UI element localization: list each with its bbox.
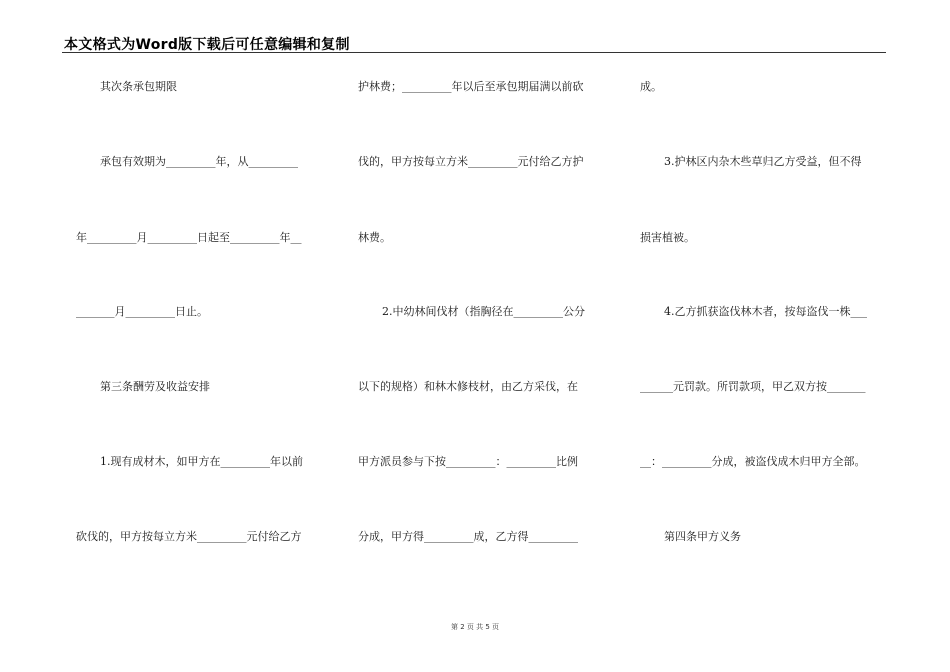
- header-divider: [62, 52, 886, 53]
- text-line: __：_________分成，被盗伐成木归甲方全部。: [640, 455, 866, 468]
- text-line: 3.护林区内杂木些草归乙方受益，但不得: [664, 155, 862, 168]
- header-title: 本文格式为Word版下载后可任意编辑和复制: [64, 37, 350, 53]
- text-line: 承包有效期为_________年，从_________: [100, 155, 298, 168]
- text-line: 伐的，甲方按每立方米_________元付给乙方护: [358, 155, 584, 168]
- text-line: 甲方派员参与下按_________：_________比例: [358, 455, 578, 468]
- text-line: 2.中幼林间伐材（指胸径在_________公分: [382, 305, 585, 318]
- text-line: 4.乙方抓获盗伐林木者，按每盗伐一株___: [664, 305, 867, 318]
- text-line: 成。: [640, 80, 662, 93]
- text-line: 分成，甲方得_________成，乙方得_________: [358, 530, 578, 543]
- text-line: 护林费；_________年以后至承包期届满以前砍: [358, 80, 584, 93]
- text-line: 以下的规格）和林木修枝材，由乙方采伐，在: [358, 380, 578, 393]
- text-line: 其次条承包期限: [100, 80, 177, 93]
- text-line: 林费。: [358, 231, 391, 244]
- page-number: 第 2 页 共 5 页: [450, 623, 500, 631]
- text-line: 年_________月_________日起至_________年__: [76, 231, 302, 244]
- text-line: 损害植被。: [640, 231, 695, 244]
- text-line: 第三条酬劳及收益安排: [100, 380, 210, 393]
- text-line: _______月_________日止。: [76, 305, 208, 318]
- text-line: 1.现有成材木，如甲方在_________年以前: [100, 455, 303, 468]
- text-line: 第四条甲方义务: [664, 530, 741, 543]
- text-line: ______元罚款。所罚款项，甲乙双方按_______: [640, 380, 866, 393]
- text-line: 砍伐的，甲方按每立方米_________元付给乙方: [76, 530, 302, 543]
